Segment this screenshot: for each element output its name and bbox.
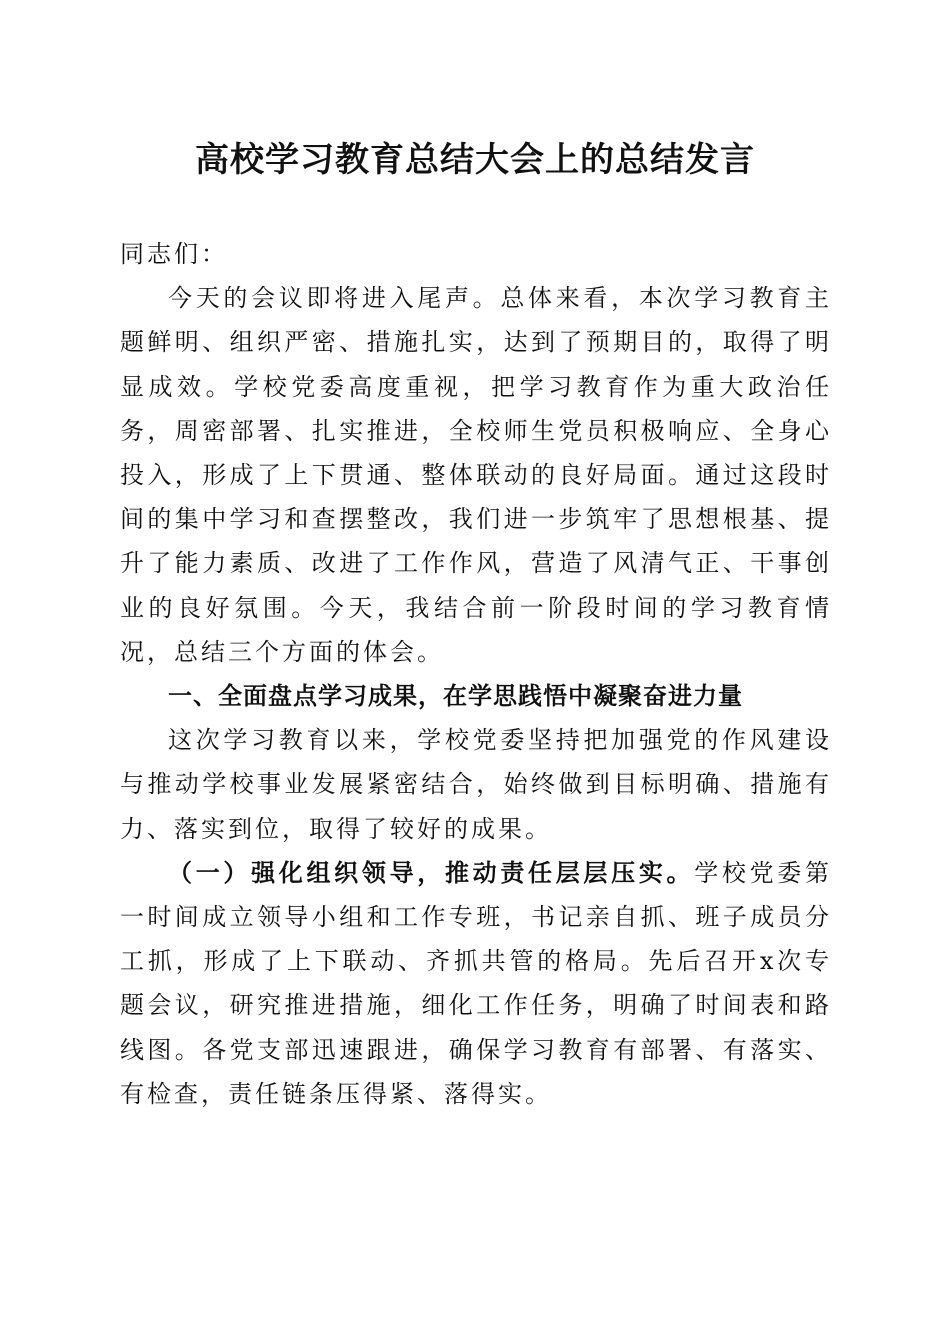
section-1-paragraph: 这次学习教育以来，学校党委坚持把加强党的作风建设与推动学校事业发展紧密结合，始终做到目标明确、措施有力、落实到位，取得了较好的成果。 — [120, 726, 832, 843]
intro-paragraph: 今天的会议即将进入尾声。总体来看，本次学习教育主题鲜明、组织严密、措施扎实，达到了预期目的，取得了明显成效。学校党委高度重视，把学习教育作为重大政治任务，周密部署、扎实推进，全校师生党员积极响应、全身心投入，形成了上下贯通、整体联动的良好局面。通过这段时间的集中学习和查摆整改，我们进一步筑牢了思想根基、提升了能力素质、改进了工作作风，营造了风清气正、干事创业的良好氛围。今天，我结合前一阶段时间的学习教育情况，总结三个方面的体会。 — [120, 284, 832, 666]
subsection-1-paragraph — [120, 851, 832, 1116]
subsection-1-title: （一）强化组织领导，推动责任层层压实。 — [168, 857, 695, 887]
section-heading-1: 一、全面盘点学习成果，在学思践悟中凝聚奋进力量 — [168, 682, 743, 711]
salutation: 同志们： — [120, 240, 228, 268]
document-title: 高校学习教育总结大会上的总结发言 — [195, 140, 755, 180]
subsection-1-text: 学校党委第一时间成立领导小组和工作专班，书记亲自抓、班子成员分工抓，形成了上下联动、齐抓共管的格局。先后召开x次专题会议，研究推进措施，细化工作任务，明确了时间表和路线图。各党支部迅速跟进，确保学习教育有部署、有落实、有检查，责任链条压得紧、落得实。 — [120, 858, 833, 1108]
document-body — [120, 232, 832, 1116]
